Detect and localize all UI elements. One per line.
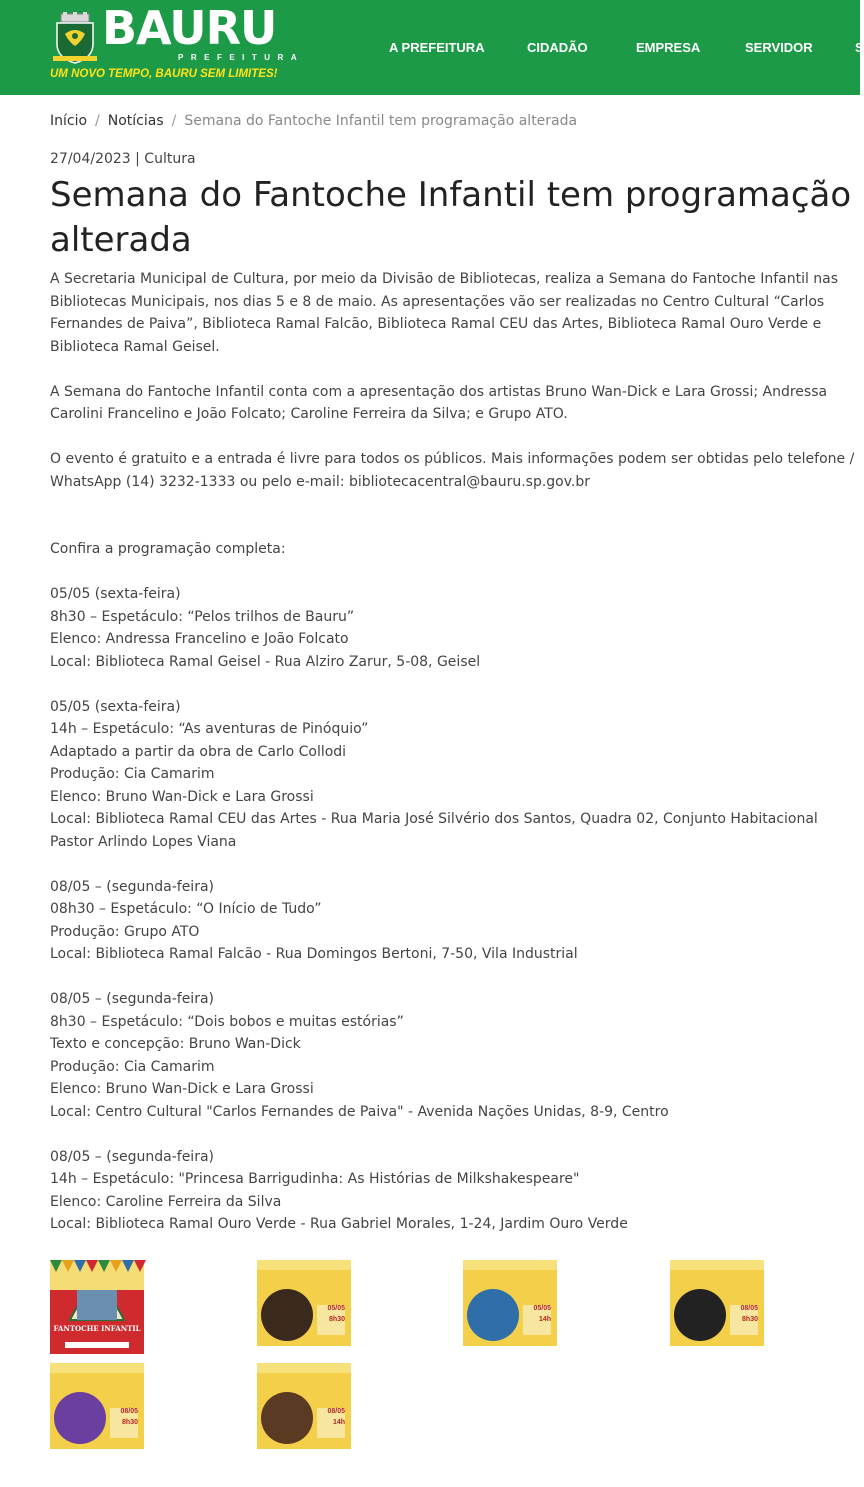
article-meta: 27/04/2023 | Cultura <box>50 151 196 167</box>
gallery-thumb-0805-14h[interactable] <box>257 1363 351 1457</box>
article-paragraph: A Semana do Fantoche Infantil conta com a apresentação dos artistas Bruno Wan-Dick e Lara Grossi; Andressa Carolini Francelino e João Folcato; Caroline Ferreira da Silva; e Grupo ATO. <box>50 383 828 422</box>
gallery-date: 08/05 <box>120 1408 138 1415</box>
gallery-date: 08/05 <box>740 1305 758 1312</box>
breadcrumb-separator: / <box>171 113 177 129</box>
gallery-date: 05/05 <box>533 1305 551 1312</box>
gallery-time: 8h30 <box>122 1419 138 1426</box>
event-date: 08/05 – (segunda-feira) <box>50 1148 214 1165</box>
event-show: 08h30 – Espetáculo: “O Início de Tudo” <box>50 901 322 917</box>
event-production: Produção: Grupo ATO <box>50 923 200 940</box>
event-production: Produção: Cia Camarim <box>50 766 215 782</box>
event-block <box>50 988 856 1123</box>
article-title: Semana do Fantoche Infantil tem programação alterada <box>50 175 852 260</box>
nav-item-servidor[interactable]: SERVIDOR <box>745 40 813 55</box>
gallery-image <box>50 1260 144 1354</box>
event-location: Local: Centro Cultural "Carlos Fernandes de Paiva" - Avenida Nações Unidas, 8-9, Centro <box>50 1103 669 1120</box>
nav-item-cidadao[interactable]: CIDADÃO <box>527 40 588 55</box>
event-location: Local: Biblioteca Ramal Falcão - Rua Domingos Bertoni, 7-50, Vila Industrial <box>50 946 578 962</box>
city-crest-icon <box>53 12 97 64</box>
event-date: 08/05 – (segunda-feira) <box>50 878 214 895</box>
event-cast: Elenco: Bruno Wan-Dick e Lara Grossi <box>50 1081 314 1097</box>
event-text: Texto e concepção: Bruno Wan-Dick <box>50 1036 301 1052</box>
nav-item-empresa[interactable]: EMPRESA <box>636 40 701 55</box>
event-location: Local: Biblioteca Ramal CEU das Artes - Rua Maria José Silvério dos Santos, Quadra 02, Conjunto Habitacional Pastor Arlindo Lopes Viana <box>50 811 818 850</box>
gallery-thumb-0805-inicio[interactable] <box>670 1260 764 1354</box>
site-header <box>0 0 864 95</box>
article-paragraph: O evento é gratuito e a entrada é livre para todos os públicos. Mais informações podem ser obtidas pelo telefone / WhatsApp (14) 3232-1333 ou pelo e-mail: bibliotecacentral@bauru.sp.gov.br <box>50 451 855 490</box>
brand-subtitle: PREFEITURA <box>178 53 305 62</box>
event-cast: Elenco: Caroline Ferreira da Silva <box>50 1193 282 1210</box>
event-show: 14h – Espetáculo: “As aventuras de Pinóquio” <box>50 721 369 737</box>
nav-item-next[interactable]: S <box>855 40 864 55</box>
event-location: Local: Biblioteca Ramal Ouro Verde - Rua Gabriel Morales, 1-24, Jardim Ouro Verde <box>50 1216 628 1232</box>
gallery-caption: FANTOCHE INFANTIL <box>53 1324 141 1333</box>
event-block <box>50 1146 856 1236</box>
gallery-time: 14h <box>538 1316 551 1323</box>
event-block <box>50 583 856 673</box>
site-logo[interactable] <box>50 1 305 88</box>
gallery-time: 8h30 <box>742 1316 758 1323</box>
gallery-date: 05/05 <box>327 1305 345 1312</box>
brand-slogan: UM NOVO TEMPO, BAURU SEM LIMITES! <box>50 68 278 80</box>
gallery-thumb-cover[interactable] <box>50 1260 144 1354</box>
gallery-thumb-0505-8h30[interactable] <box>257 1260 351 1354</box>
brand-name: BAURU <box>102 1 277 55</box>
event-cast: Elenco: Bruno Wan-Dick e Lara Grossi <box>50 788 314 805</box>
event-date: 08/05 – (segunda-feira) <box>50 991 214 1007</box>
event-date: 05/05 (sexta-feira) <box>50 698 181 715</box>
event-cast: Elenco: Andressa Francelino e João Folcato <box>50 631 349 647</box>
event-block <box>50 696 856 854</box>
schedule-heading: Confira a programação completa: <box>50 541 286 557</box>
breadcrumb-noticias[interactable]: Notícias <box>107 113 164 129</box>
gallery-thumb-0505-14h[interactable] <box>463 1260 557 1354</box>
breadcrumb <box>50 112 577 130</box>
event-date: 05/05 (sexta-feira) <box>50 586 181 602</box>
nav-item-prefeitura[interactable]: A PREFEITURA <box>389 40 485 55</box>
gallery-thumb-0805-8h30[interactable] <box>50 1363 144 1457</box>
article-body <box>50 268 856 1236</box>
breadcrumb-current: Semana do Fantoche Infantil tem programação alterada <box>184 113 578 129</box>
event-show: 14h – Espetáculo: "Princesa Barrigudinha: As Histórias de Milkshakespeare" <box>50 1171 580 1187</box>
breadcrumb-separator: / <box>95 113 100 129</box>
breadcrumb-home[interactable]: Início <box>50 113 88 129</box>
event-production: Produção: Cia Camarim <box>50 1058 215 1075</box>
gallery-time: 8h30 <box>329 1316 345 1323</box>
event-location: Local: Biblioteca Ramal Geisel - Rua Alziro Zarur, 5-08, Geisel <box>50 653 481 670</box>
article-paragraph: A Secretaria Municipal de Cultura, por meio da Divisão de Bibliotecas, realiza a Semana do Fantoche Infantil nas Bibliotecas Municipais, nos dias 5 e 8 de maio. As apresentações vão ser realizadas no Centro Cultural “Carlos Fernandes de Paiva”, Biblioteca Ramal Falcão, Biblioteca Ramal CEU das Artes, Biblioteca Ramal Ouro Verde e Biblioteca Ramal Geisel. <box>50 271 839 355</box>
gallery-date: 08/05 <box>327 1408 345 1415</box>
event-adaptation: Adaptado a partir da obra de Carlo Collodi <box>50 743 347 760</box>
event-show: 8h30 – Espetáculo: “Pelos trilhos de Bauru” <box>50 608 355 625</box>
event-show: 8h30 – Espetáculo: “Dois bobos e muitas estórias” <box>50 1013 404 1030</box>
gallery-time: 14h <box>332 1419 345 1426</box>
event-block <box>50 876 856 966</box>
